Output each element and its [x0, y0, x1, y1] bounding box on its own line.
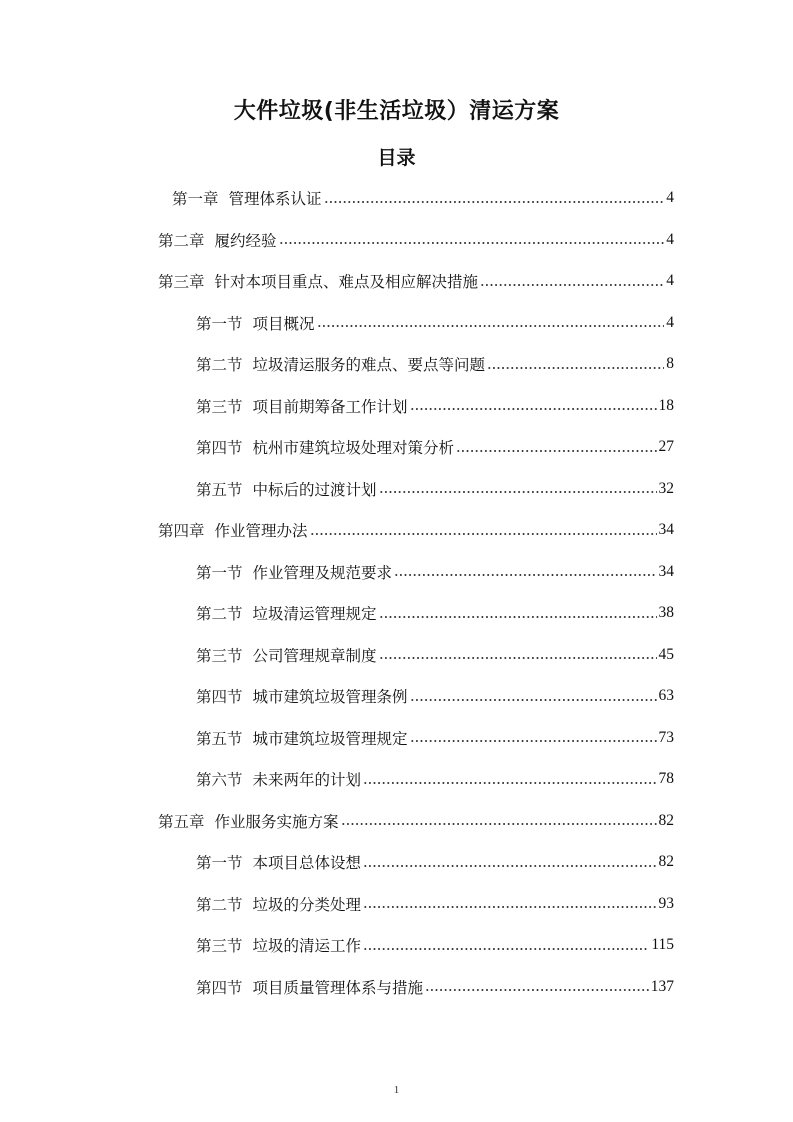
- toc-entry-title: 公司管理规章制度: [252, 646, 377, 665]
- toc-entry-chapter-2[interactable]: [158, 222, 674, 258]
- toc-entry-title: 城市建筑垃圾管理规定: [252, 729, 408, 748]
- toc-entry-section[interactable]: [196, 844, 674, 880]
- toc-entry-page: 34: [658, 562, 674, 580]
- toc-entry-page: 32: [658, 479, 674, 497]
- toc-entry-title: 中标后的过渡计划: [252, 480, 377, 499]
- toc-entry-chapter-3[interactable]: [158, 263, 674, 299]
- dot-leader: [279, 242, 665, 244]
- toc-entry-label: 第三节: [196, 646, 243, 665]
- toc-entry-title: 本项目总体设想: [252, 854, 362, 872]
- toc-entry-title: 垃圾的分类处理: [252, 895, 362, 914]
- dot-leader: [410, 740, 657, 742]
- toc-entry-section[interactable]: [196, 886, 674, 922]
- toc-entry-label: 第一节: [196, 854, 243, 872]
- toc-entry-page: 82: [658, 853, 674, 870]
- toc-entry-title: 针对本项目重点、难点及相应解决措施: [214, 273, 479, 291]
- document-title: 大件垃圾(非生活垃圾）清运方案: [233, 99, 560, 124]
- toc-entry-label: 第五节: [196, 729, 243, 748]
- toc-entry-title: 履约经验: [214, 231, 277, 250]
- toc-entry-label: 第四章: [158, 522, 205, 540]
- toc-entry-page: 93: [658, 894, 674, 912]
- toc-entry-label: 第五节: [196, 480, 243, 499]
- dot-leader: [379, 491, 657, 493]
- toc-entry-page: 137: [650, 977, 674, 995]
- toc-entry-label: 第四节: [196, 688, 243, 706]
- toc-entry-label: 第二节: [196, 356, 243, 374]
- dot-leader: [487, 367, 664, 369]
- toc-entry-label: 第一节: [196, 563, 243, 582]
- toc-entry-page: 82: [658, 811, 674, 829]
- dot-leader: [310, 533, 657, 535]
- toc-entry-page: 4: [666, 189, 674, 206]
- dot-leader: [410, 699, 657, 701]
- toc-entry-chapter-4[interactable]: [158, 512, 674, 548]
- dot-leader: [363, 865, 656, 867]
- toc-entry-label: 第五章: [158, 812, 205, 831]
- toc-entry-label: 第二节: [196, 895, 243, 914]
- dot-leader: [379, 616, 657, 618]
- toc-entry-chapter-5[interactable]: [158, 803, 674, 839]
- toc-entry-label: 第四节: [196, 978, 243, 997]
- toc-entry-title: 城市建筑垃圾管理条例: [252, 688, 408, 706]
- toc-entry-page: 4: [666, 313, 674, 331]
- toc-entry-label: 第三章: [158, 273, 205, 291]
- toc-entry-title: 管理体系认证: [228, 190, 322, 208]
- toc-entry-label: 第三节: [196, 397, 243, 416]
- table-of-contents: [0, 180, 793, 1010]
- toc-entry-title: 垃圾的清运工作: [252, 937, 362, 955]
- toc-entry-page: 63: [658, 687, 674, 704]
- toc-entry-label: 第一章: [172, 190, 219, 208]
- toc-entry-page: 73: [658, 728, 674, 746]
- toc-entry-page: 18: [658, 396, 674, 414]
- toc-entry-section[interactable]: [196, 595, 674, 631]
- toc-entry-label: 第一节: [196, 314, 243, 333]
- dot-leader: [363, 948, 649, 950]
- toc-entry-title: 作业管理办法: [214, 522, 308, 540]
- toc-entry-section[interactable]: [196, 720, 674, 756]
- toc-entry-title: 项目概况: [252, 314, 315, 333]
- toc-entry-label: 第四节: [196, 439, 243, 457]
- toc-entry-page: 27: [658, 438, 674, 455]
- toc-entry-page: 8: [666, 355, 674, 372]
- dot-leader: [379, 657, 657, 659]
- toc-entry-page: 38: [658, 604, 674, 621]
- toc-entry-chapter-1[interactable]: [172, 180, 674, 216]
- toc-heading: 目录: [377, 147, 416, 169]
- toc-entry-section[interactable]: [196, 969, 674, 1005]
- toc-entry-section[interactable]: [196, 305, 674, 341]
- toc-entry-section[interactable]: [196, 927, 674, 963]
- toc-entry-page: 45: [658, 645, 674, 663]
- toc-entry-section[interactable]: [196, 429, 674, 465]
- toc-entry-section[interactable]: [196, 388, 674, 424]
- dot-leader: [394, 574, 656, 576]
- toc-entry-label: 第二节: [196, 605, 243, 623]
- toc-entry-section[interactable]: [196, 346, 674, 382]
- toc-entry-title: 未来两年的计划: [252, 771, 362, 789]
- toc-entry-page: 34: [658, 521, 674, 538]
- toc-entry-page: 115: [651, 936, 674, 953]
- toc-entry-label: 第六节: [196, 771, 243, 789]
- toc-entry-page: 78: [658, 770, 674, 787]
- toc-entry-title: 作业管理及规范要求: [252, 563, 393, 582]
- dot-leader: [456, 450, 656, 452]
- dot-leader: [324, 201, 665, 203]
- toc-entry-label: 第三节: [196, 937, 243, 955]
- dot-leader: [363, 906, 656, 908]
- toc-entry-section[interactable]: [196, 471, 674, 507]
- toc-entry-section[interactable]: [196, 637, 674, 673]
- toc-entry-title: 垃圾清运管理规定: [252, 605, 377, 623]
- toc-entry-page: 4: [666, 272, 674, 289]
- dot-leader: [480, 284, 664, 286]
- toc-entry-label: 第二章: [158, 231, 205, 250]
- toc-entry-title: 作业服务实施方案: [214, 812, 339, 831]
- dot-leader: [341, 823, 657, 825]
- toc-entry-section[interactable]: [196, 761, 674, 797]
- page-number: 1: [393, 1084, 400, 1096]
- toc-entry-title: 垃圾清运服务的难点、要点等问题: [252, 356, 486, 374]
- toc-entry-section[interactable]: [196, 554, 674, 590]
- toc-entry-page: 4: [666, 230, 674, 248]
- dot-leader: [425, 989, 649, 991]
- dot-leader: [363, 782, 656, 784]
- toc-entry-title: 杭州市建筑垃圾处理对策分析: [252, 439, 455, 457]
- dot-leader: [410, 408, 657, 410]
- toc-entry-section[interactable]: [196, 678, 674, 714]
- dot-leader: [317, 325, 665, 327]
- toc-entry-title: 项目前期筹备工作计划: [252, 397, 408, 416]
- toc-entry-title: 项目质量管理体系与措施: [252, 978, 424, 997]
